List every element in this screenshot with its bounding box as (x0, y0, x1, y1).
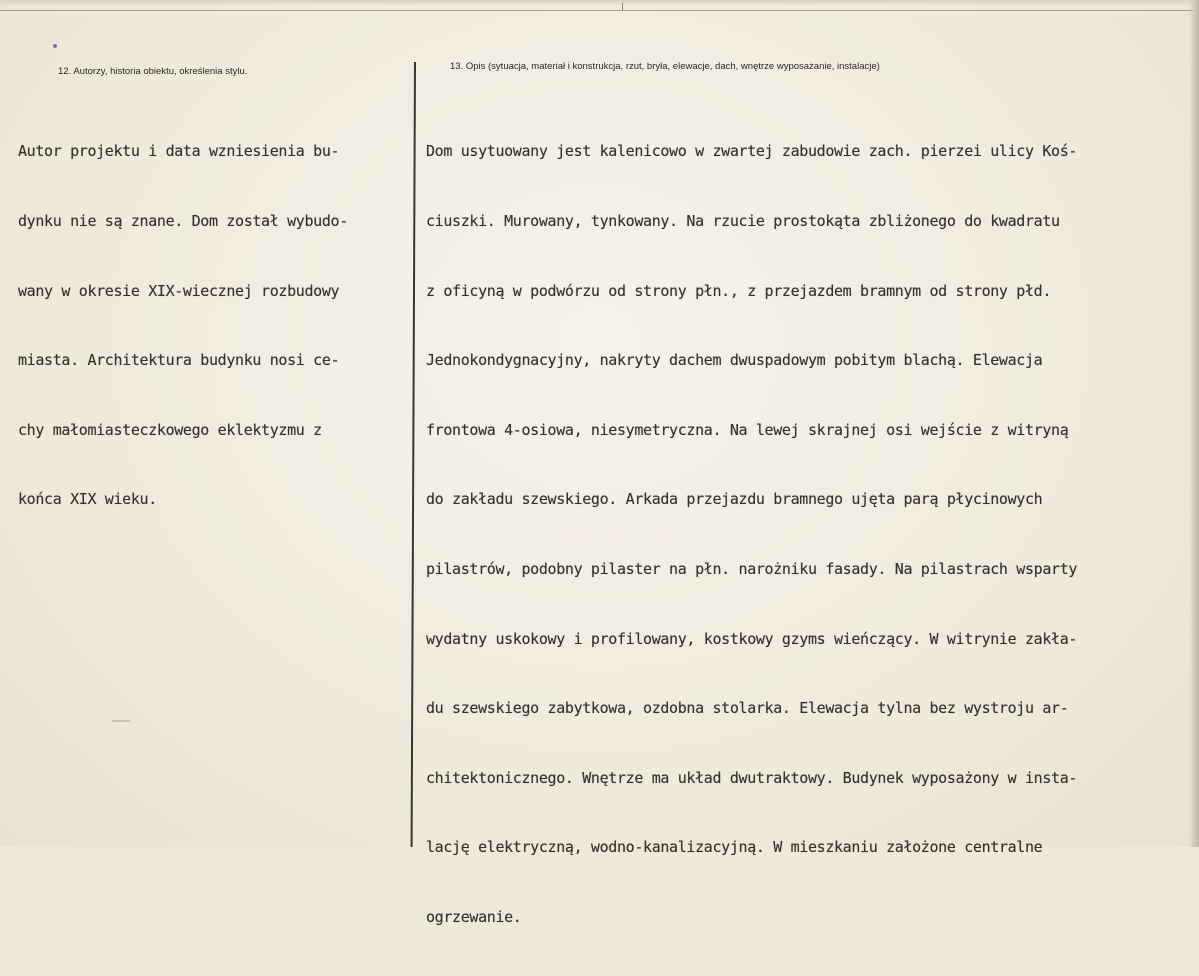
text-line: do zakładu szewskiego. Arkada przejazdu bramnego ujęta parą płycinowych (426, 490, 1043, 509)
section-13-header: 13. Opis (sytuacja, materiał i konstrukcja, rzut, bryła, elewacje, dach, wnętrze wyposażanie, instalacje) (450, 61, 880, 72)
text-line: chy małomiasteczkowego eklektyzmu z (18, 420, 322, 439)
text-line: frontowa 4-osiowa, niesymetryczna. Na lewej skrajnej osi wejście z witryną (426, 420, 1069, 439)
text-line: Autor projektu i data wzniesienia bu- (18, 142, 340, 161)
section-12-header: 12. Autorzy, historia obiektu, określenia stylu. (58, 66, 248, 77)
text-line: lację elektryczną, wodno-kanalizacyjną. W mieszkaniu założone centralne (426, 838, 1043, 857)
text-line: Dom usytuowany jest kalenicowo w zwartej zabudowie zach. pierzei ulicy Koś- (426, 142, 1078, 161)
section-13-text (426, 94, 1077, 976)
text-line: dynku nie są znane. Dom został wybudo- (18, 212, 348, 230)
pencil-smudge (112, 720, 130, 722)
ink-speck (53, 44, 57, 48)
right-edge-shadow (1189, 0, 1199, 847)
top-tick-mark (622, 3, 623, 10)
top-edge-shadow (0, 0, 1199, 6)
text-line: ogrzewanie. (426, 907, 522, 926)
text-line: miasta. Architektura budynku nosi ce- (18, 351, 340, 370)
column-divider (411, 62, 416, 847)
text-line: z oficyną w podwórzu od strony płn., z przejazdem bramnym od strony płd. (426, 281, 1052, 300)
text-line: końca XIX wieku. (18, 490, 157, 509)
text-line: Jednokondygnacyjny, nakryty dachem dwuspadowym pobitym blachą. Elewacja (426, 351, 1043, 370)
text-line: chitektonicznego. Wnętrze ma układ dwutraktowy. Budynek wyposażony w insta- (426, 768, 1078, 787)
section-12-text (18, 94, 348, 558)
text-line: du szewskiego zabytkowa, ozdobna stolarka. Elewacja tylna bez wystroju ar- (426, 699, 1069, 718)
text-line: wany w okresie XIX-wiecznej rozbudowy (18, 281, 340, 300)
top-rule (0, 10, 1199, 11)
text-line: wydatny uskokowy i profilowany, kostkowy gzyms wieńczący. W witrynie zakła- (426, 629, 1078, 648)
text-line: ciuszki. Murowany, tynkowany. Na rzucie prostokąta zbliżonego do kwadratu (426, 212, 1060, 230)
text-line: pilastrów, podobny pilaster na płn. narożniku fasady. Na pilastrach wsparty (426, 559, 1078, 578)
